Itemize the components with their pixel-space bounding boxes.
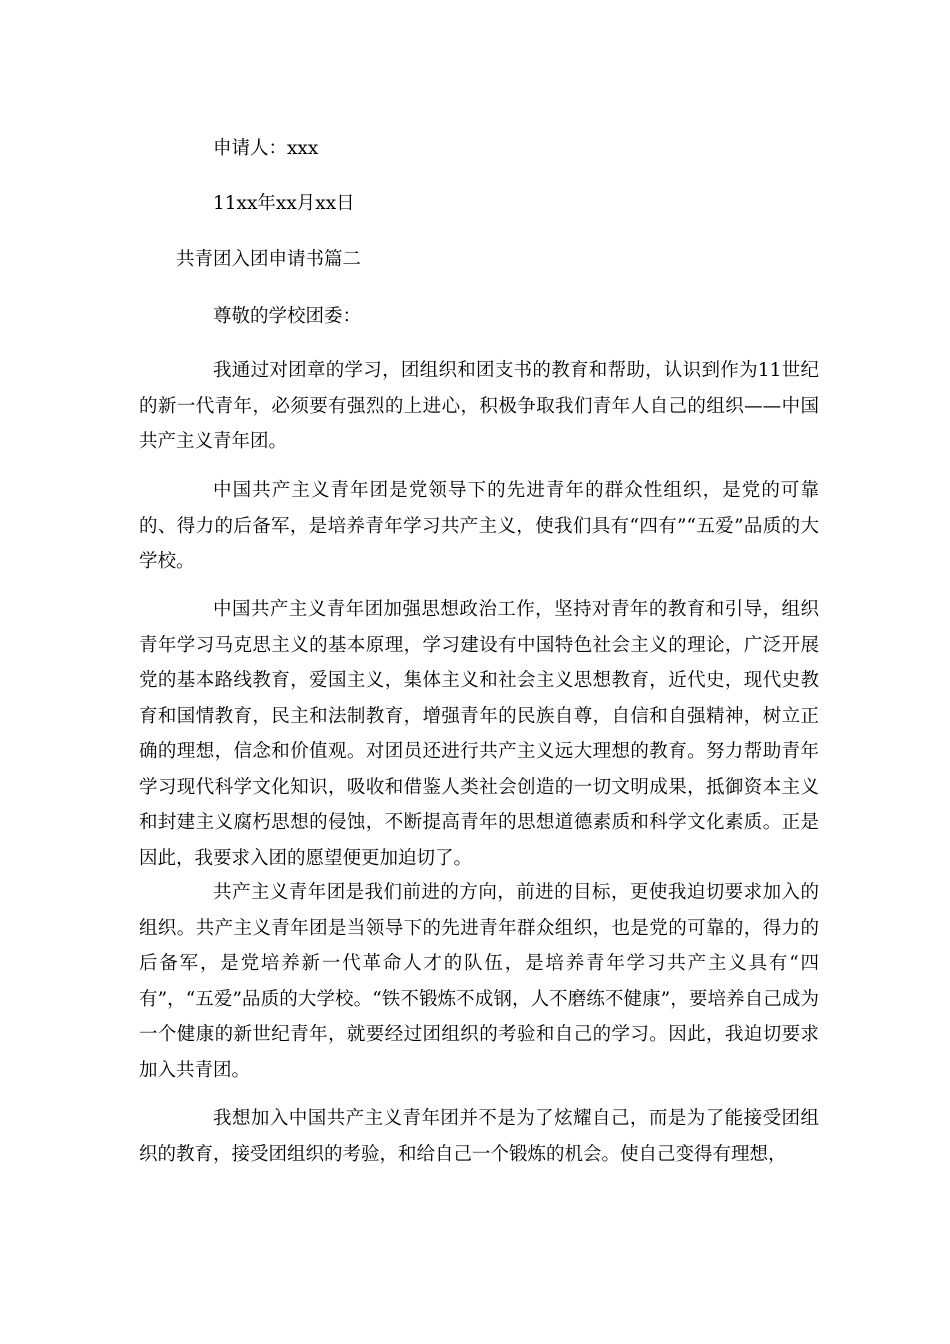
section-title: 共青团入团申请书篇二 — [176, 249, 362, 270]
salutation: 尊敬的学校团委： — [213, 306, 362, 327]
paragraph-3: 中国共产主义青年团加强思想政治工作，坚持对青年的教育和引导，组织青年学习马克思主义的基本原理，学习建设有中国特色社会主义的理论，广泛开展党的基本路线教育，爱国主义，集体主义和社会主义思想教育，近代史，现代史教育和国情教育，民主和法制教育，增强青年的民族自尊，自信和自强精神，树立正确的理想，信念和价值观。对团员还进行共产主义远大理想的教育。努力帮助青年学习现代科学文化知识，吸收和借鉴人类社会创造的一切文明成果，抵御资本主义和封建主义腐朽思想的侵蚀，不断提高青年的思想道德素质和科学文化素质。正是因此，我要求入团的愿望便更加迫切了。 — [139, 599, 819, 869]
paragraph-5: 我想加入中国共产主义青年团并不是为了炫耀自己，而是为了能接受团组织的教育，接受团组织的考验，和给自己一个锻炼的机会。使自己变得有理想， — [139, 1108, 819, 1165]
paragraph-1: 我通过对团章的学习，团组织和团支书的教育和帮助，认识到作为11世纪的新一代青年，必须要有强烈的上进心，积极争取我们青年人自己的组织——中国共产主义青年团。 — [139, 360, 819, 452]
paragraph-4: 共产主义青年团是我们前进的方向，前进的目标，更使我迫切要求加入的组织。共产主义青年团是当领导下的先进青年群众组织，也是党的可靠的，得力的后备军，是党培养新一代革命人才的队伍，是培养青年学习共产主义具有“四有”，“五爱”品质的大学校。“铁不锻炼不成钢，人不磨练不健康”，要培养自己成为一个健康的新世纪青年，就要经过团组织的考验和自己的学习。因此，我迫切要求加入共青团。 — [139, 882, 819, 1081]
paragraph-2: 中国共产主义青年团是党领导下的先进青年的群众性组织，是党的可靠的、得力的后备军，是培养青年学习共产主义，使我们具有“四有”“五爱”品质的大学校。 — [139, 480, 819, 572]
signature-date: 11xx年xx月xx日 — [213, 193, 355, 214]
applicant-signature: 申请人：xxx — [213, 138, 319, 159]
